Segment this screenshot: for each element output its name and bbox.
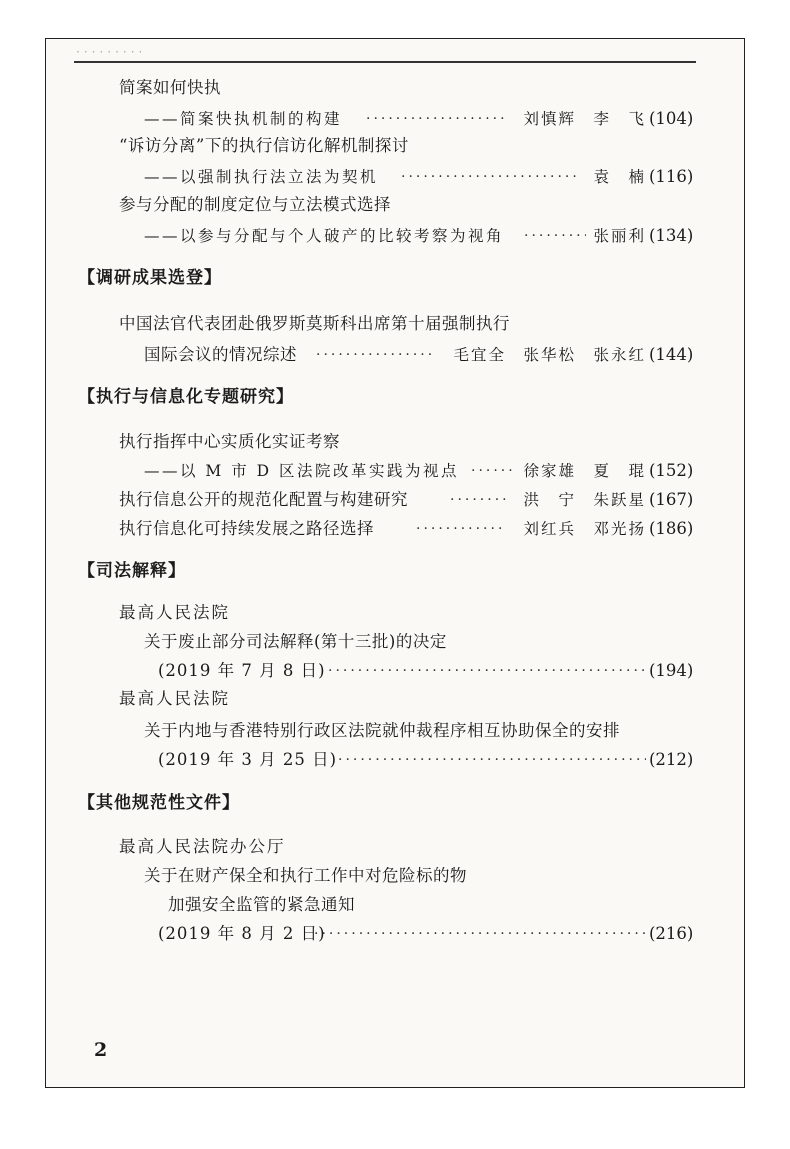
running-header-bleed: ········· (76, 45, 147, 59)
entry-title: 国际会议的情况综述 (144, 345, 297, 364)
section-heading-interpretation: 【司法解释】 (78, 561, 186, 581)
dot-leader (366, 108, 506, 130)
entry-authors: 毛宜全 张华松 张永红 (453, 346, 646, 364)
header-rule (74, 61, 696, 63)
dot-leader (524, 225, 586, 247)
entry-page: (216) (649, 924, 694, 943)
document-title: 关于在财产保全和执行工作中对危险标的物 (144, 866, 467, 885)
dot-leader (314, 923, 646, 945)
entry-page: (152) (649, 461, 694, 480)
section-heading-normative: 【其他规范性文件】 (78, 793, 240, 813)
document-date: (2019 年 7 月 8 日) (158, 661, 326, 680)
entry-page: (186) (649, 519, 694, 538)
dot-leader (401, 166, 579, 188)
entry-authors: 刘慎辉 李 飞 (523, 110, 646, 128)
document-title: 关于内地与香港特别行政区法院就仲裁程序相互协助保全的安排 (144, 721, 620, 740)
entry-page: (194) (649, 661, 694, 680)
document-date: (2019 年 3 月 25 日) (158, 750, 338, 769)
entry-subtitle: ——以 M 市 D 区法院改革实践为视点 (144, 462, 460, 480)
entry-page: (167) (649, 490, 694, 509)
entry-title: 执行指挥中心实质化实证考察 (119, 432, 340, 451)
dot-leader (471, 460, 516, 482)
entry-authors: 张丽利 (593, 227, 646, 245)
document-date: (2019 年 8 月 2 日) (158, 924, 326, 943)
document-title: 加强安全监管的紧急通知 (168, 895, 355, 914)
issuer: 最高人民法院 (119, 689, 230, 708)
dot-leader (328, 660, 646, 682)
page-number: 2 (94, 1039, 108, 1061)
entry-page: (116) (649, 167, 694, 186)
entry-title: “诉访分离”下的执行信访化解机制探讨 (119, 136, 409, 155)
entry-subtitle: ——以强制执行法立法为契机 (144, 168, 379, 186)
dot-leader (450, 489, 510, 511)
entry-page: (134) (649, 226, 694, 245)
entry-authors: 袁 楠 (593, 168, 646, 186)
entry-title: 参与分配的制度定位与立法模式选择 (119, 195, 391, 214)
entry-subtitle: ——简案快执机制的构建 (144, 110, 343, 128)
toc-page (45, 38, 745, 1088)
entry-page: (144) (649, 345, 694, 364)
entry-authors: 徐家雄 夏 琨 (523, 462, 646, 480)
issuer: 最高人民法院办公厅 (119, 837, 286, 856)
section-heading-informatization: 【执行与信息化专题研究】 (78, 387, 294, 407)
dot-leader (416, 518, 506, 540)
entry-title: 简案如何快执 (119, 78, 221, 97)
dot-leader (316, 344, 434, 366)
issuer: 最高人民法院 (119, 603, 230, 622)
entry-title: 执行信息公开的规范化配置与构建研究 (119, 490, 408, 509)
entry-title: 执行信息化可持续发展之路径选择 (119, 519, 374, 538)
entry-subtitle: ——以参与分配与个人破产的比较考察为视角 (144, 227, 505, 245)
entry-authors: 洪 宁 朱跃星 (523, 491, 646, 509)
entry-authors: 刘红兵 邓光扬 (523, 520, 646, 538)
document-title: 关于废止部分司法解释(第十三批)的决定 (144, 632, 447, 651)
entry-page: (212) (649, 750, 694, 769)
section-heading-research: 【调研成果选登】 (78, 268, 222, 288)
entry-title: 中国法官代表团赴俄罗斯莫斯科出席第十届强制执行 (119, 314, 510, 333)
entry-page: (104) (649, 109, 694, 128)
dot-leader (338, 749, 646, 771)
